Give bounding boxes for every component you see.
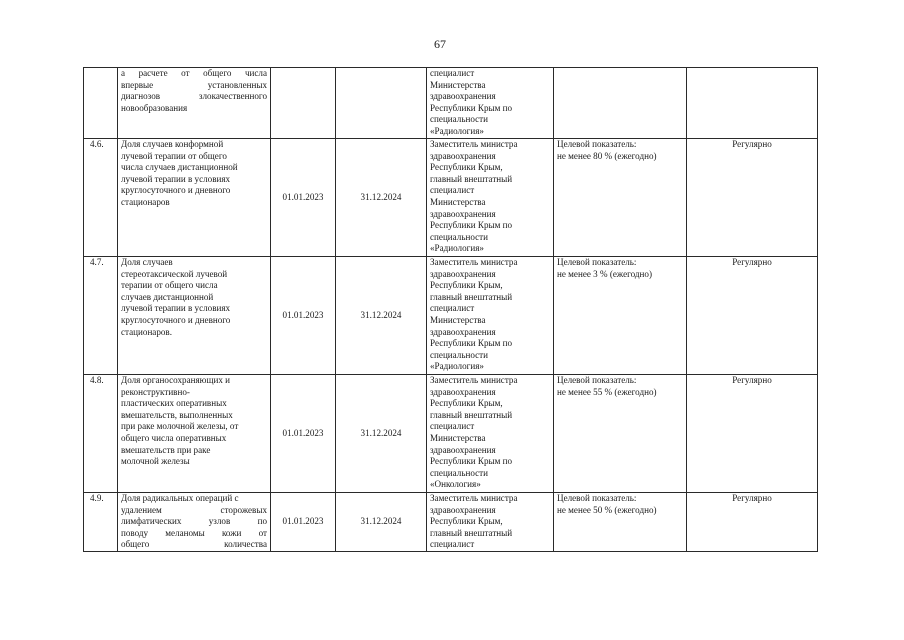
- indicator-cell: [118, 68, 271, 139]
- indicator-cell: [118, 257, 271, 375]
- target-line: Целевой показатель:: [557, 375, 637, 385]
- responsible-line: «Радиология»: [430, 361, 484, 372]
- item-number: 4.7.: [84, 257, 118, 375]
- responsible-line: здравоохранения: [430, 91, 496, 102]
- responsible-cell: [427, 375, 554, 493]
- indicator-line: Доля случаев конформной: [121, 139, 224, 149]
- responsible-line: Республики Крым по: [430, 220, 513, 231]
- indicator-line: круглосуточного и дневного: [121, 185, 231, 196]
- indicator-line: Доля радикальных операций с: [121, 493, 239, 503]
- indicator-line: пластических оперативных: [121, 398, 227, 409]
- responsible-line: специалист: [430, 303, 475, 314]
- target-cell: [554, 139, 687, 257]
- indicator-line: стереотаксической лучевой: [121, 268, 228, 279]
- indicator-line: лимфатических узлов по: [121, 516, 267, 527]
- indicator-line: стационаров.: [121, 326, 173, 337]
- indicator-line: диагнозов злокачественного: [121, 91, 267, 102]
- responsible-line: главный внештатный: [430, 291, 513, 302]
- indicator-line: впервые установленных: [121, 79, 267, 90]
- responsible-line: здравоохранения: [430, 268, 496, 279]
- responsible-line: здравоохранения: [430, 386, 496, 397]
- responsible-line: Республики Крым,: [430, 398, 503, 409]
- frequency-cell: Регулярно: [687, 375, 818, 493]
- responsible-line: здравоохранения: [430, 326, 496, 337]
- responsible-line: Министерства: [430, 432, 486, 443]
- responsible-line: специалист: [430, 185, 475, 196]
- responsible-line: Заместитель министра: [430, 257, 518, 267]
- indicator-line: молочной железы: [121, 456, 190, 467]
- indicator-line: Доля случаев: [121, 257, 173, 267]
- target-line: не менее 55 % (ежегодно): [557, 386, 657, 397]
- start-date: [271, 68, 336, 139]
- indicator-cell: [118, 493, 271, 552]
- measures-table: [83, 67, 818, 552]
- end-date: 31.12.2024: [336, 257, 427, 375]
- table-row: [84, 375, 818, 493]
- table-row: [84, 139, 818, 257]
- indicator-line: реконструктивно-: [121, 386, 190, 397]
- indicator-line: вмешательств при раке: [121, 444, 211, 455]
- start-date: 01.01.2023: [271, 257, 336, 375]
- responsible-line: «Радиология»: [430, 125, 484, 136]
- page-number: 67: [434, 37, 446, 51]
- responsible-line: специалист: [430, 68, 475, 78]
- target-line: Целевой показатель:: [557, 257, 637, 267]
- responsible-line: специальности: [430, 231, 488, 242]
- start-date: 01.01.2023: [271, 375, 336, 493]
- responsible-line: Республики Крым по: [430, 456, 513, 467]
- responsible-line: специальности: [430, 467, 488, 478]
- responsible-line: главный внештатный: [430, 409, 513, 420]
- indicator-cell: [118, 375, 271, 493]
- responsible-line: главный внештатный: [430, 173, 513, 184]
- indicator-line: а расчете от общего числа: [121, 68, 267, 78]
- responsible-line: Республики Крым,: [430, 162, 503, 173]
- indicator-line: круглосуточного и дневного: [121, 314, 231, 325]
- start-date: 01.01.2023: [271, 493, 336, 552]
- frequency-cell: Регулярно: [687, 139, 818, 257]
- end-date: [336, 68, 427, 139]
- indicator-line: вмешательств, выполненных: [121, 409, 233, 420]
- responsible-cell: [427, 68, 554, 139]
- indicator-line: лучевой терапии в условиях: [121, 173, 231, 184]
- responsible-line: Заместитель министра: [430, 139, 518, 149]
- item-number: 4.6.: [84, 139, 118, 257]
- responsible-line: здравоохранения: [430, 444, 496, 455]
- indicator-line: поводу меланомы кожи от: [121, 527, 267, 538]
- end-date: 31.12.2024: [336, 375, 427, 493]
- responsible-cell: [427, 257, 554, 375]
- target-line: не менее 50 % (ежегодно): [557, 504, 657, 515]
- indicator-line: случаев дистанционной: [121, 291, 214, 302]
- target-line: Целевой показатель:: [557, 139, 637, 149]
- responsible-cell: [427, 139, 554, 257]
- item-number: 4.9.: [84, 493, 118, 552]
- responsible-line: специалист: [430, 421, 475, 432]
- indicator-line: числа случаев дистанционной: [121, 162, 238, 173]
- responsible-line: Республики Крым,: [430, 516, 503, 527]
- responsible-line: Республики Крым по: [430, 102, 513, 113]
- item-number: [84, 68, 118, 139]
- responsible-line: специальности: [430, 114, 488, 125]
- target-cell: [554, 375, 687, 493]
- indicator-line: при раке молочной железы, от: [121, 421, 239, 432]
- responsible-line: здравоохранения: [430, 208, 496, 219]
- table-row: [84, 68, 818, 139]
- indicator-line: общего количества: [121, 539, 267, 550]
- target-cell: [554, 257, 687, 375]
- target-line: не менее 3 % (ежегодно): [557, 268, 652, 279]
- responsible-line: главный внештатный: [430, 527, 513, 538]
- target-cell: [554, 493, 687, 552]
- item-number: 4.8.: [84, 375, 118, 493]
- end-date: 31.12.2024: [336, 139, 427, 257]
- frequency-cell: Регулярно: [687, 257, 818, 375]
- indicator-line: удалением сторожевых: [121, 504, 267, 515]
- responsible-line: Заместитель министра: [430, 375, 518, 385]
- responsible-line: специалист: [430, 539, 475, 550]
- frequency-cell: Регулярно: [687, 493, 818, 552]
- responsible-cell: [427, 493, 554, 552]
- target-cell: [554, 68, 687, 139]
- frequency-cell: [687, 68, 818, 139]
- indicator-line: новообразования: [121, 102, 188, 113]
- responsible-line: Республики Крым по: [430, 338, 513, 349]
- responsible-line: специальности: [430, 349, 488, 360]
- responsible-line: Министерства: [430, 196, 486, 207]
- end-date: 31.12.2024: [336, 493, 427, 552]
- table-row: [84, 257, 818, 375]
- indicator-line: общего числа оперативных: [121, 432, 227, 443]
- responsible-line: здравоохранения: [430, 150, 496, 161]
- responsible-line: «Онкология»: [430, 479, 481, 490]
- table-row: [84, 493, 818, 552]
- indicator-line: Доля органосохраняющих и: [121, 375, 231, 385]
- start-date: 01.01.2023: [271, 139, 336, 257]
- responsible-line: Республики Крым,: [430, 280, 503, 291]
- indicator-line: терапии от общего числа: [121, 280, 218, 291]
- responsible-line: «Радиология»: [430, 243, 484, 254]
- indicator-cell: [118, 139, 271, 257]
- responsible-line: здравоохранения: [430, 504, 496, 515]
- target-line: не менее 80 % (ежегодно): [557, 150, 657, 161]
- responsible-line: Заместитель министра: [430, 493, 518, 503]
- responsible-line: Министерства: [430, 79, 486, 90]
- indicator-line: стационаров: [121, 196, 170, 207]
- indicator-line: лучевой терапии в условиях: [121, 303, 231, 314]
- indicator-line: лучевой терапии от общего: [121, 150, 227, 161]
- target-line: Целевой показатель:: [557, 493, 637, 503]
- responsible-line: Министерства: [430, 314, 486, 325]
